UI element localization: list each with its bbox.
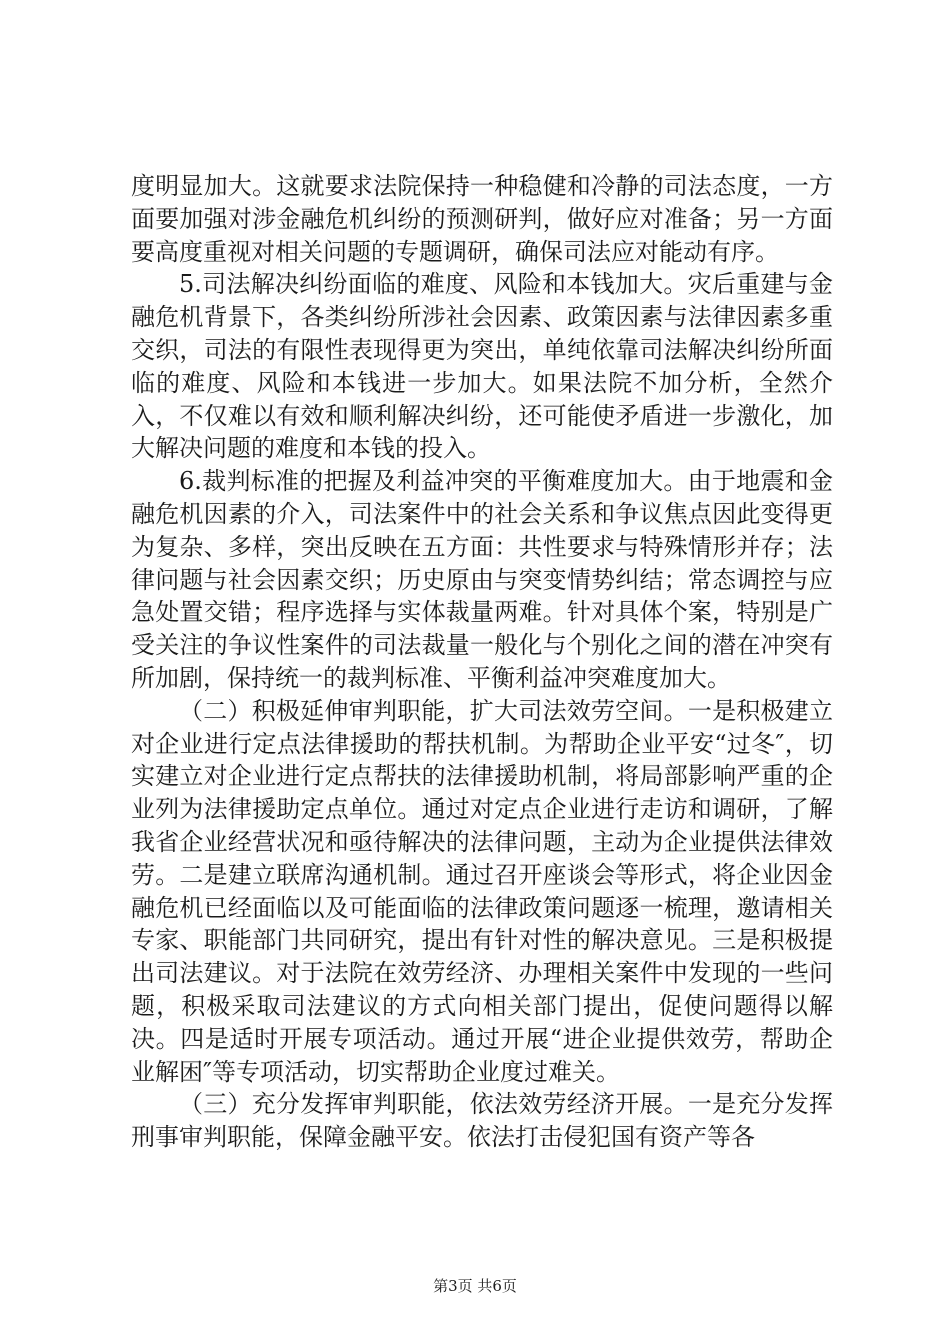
- page-number: 第3页 共6页: [433, 1277, 517, 1295]
- paragraph-item-5: 5.司法解决纠纷面临的难度、风险和本钱加大。灾后重建与金融危机背景下，各类纠纷所涉社会因素、政策因素与法律因素多重交织，司法的有限性表现得更为突出，单纯依靠司法解决纠纷所面临的难度、风险和本钱进一步加大。如果法院不加分析，全然介入，不仅难以有效和顺利解决纠纷，还可能使矛盾进一步激化，加大解决问题的难度和本钱的投入。: [131, 270, 833, 463]
- document-body: [131, 170, 833, 1154]
- paragraph-section-3: （三）充分发挥审判职能，依法效劳经济开展。一是充分发挥刑事审判职能，保障金融平安。依法打击侵犯国有资产等各: [131, 1090, 833, 1152]
- paragraph-continuation: 度明显加大。这就要求法院保持一种稳健和冷静的司法态度，一方面要加强对涉金融危机纠纷的预测研判，做好应对准备；另一方面要高度重视对相关问题的专题调研，确保司法应对能动有序。: [131, 172, 833, 266]
- paragraph-item-6: 6.裁判标准的把握及利益冲突的平衡难度加大。由于地震和金融危机因素的介入，司法案件中的社会关系和争议焦点因此变得更为复杂、多样，突出反映在五方面：共性要求与特殊情形并存；法律问题与社会因素交织；历史原由与突变情势纠结；常态调控与应急处置交错；程序选择与实体裁量两难。针对具体个案，特别是广受关注的争议性案件的司法裁量一般化与个别化之间的潜在冲突有所加剧，保持统一的裁判标准、平衡利益冲突难度加大。: [131, 467, 833, 692]
- page-footer: [0, 1276, 950, 1296]
- paragraph-section-2: （二）积极延伸审判职能，扩大司法效劳空间。一是积极建立对企业进行定点法律援助的帮扶机制。为帮助企业平安“过冬″，切实建立对企业进行定点帮扶的法律援助机制，将局部影响严重的企业列为法律援助定点单位。通过对定点企业进行走访和调研，了解我省企业经营状况和亟待解决的法律问题，主动为企业提供法律效劳。二是建立联席沟通机制。通过召开座谈会等形式，将企业因金融危机已经面临以及可能面临的法律政策问题逐一梳理，邀请相关专家、职能部门共同研究，提出有针对性的解决意见。三是积极提出司法建议。对于法院在效劳经济、办理相关案件中发现的一些问题，积极采取司法建议的方式向相关部门提出，促使问题得以解决。四是适时开展专项活动。通过开展“进企业提供效劳，帮助企业解困″等专项活动，切实帮助企业度过难关。: [131, 696, 833, 1086]
